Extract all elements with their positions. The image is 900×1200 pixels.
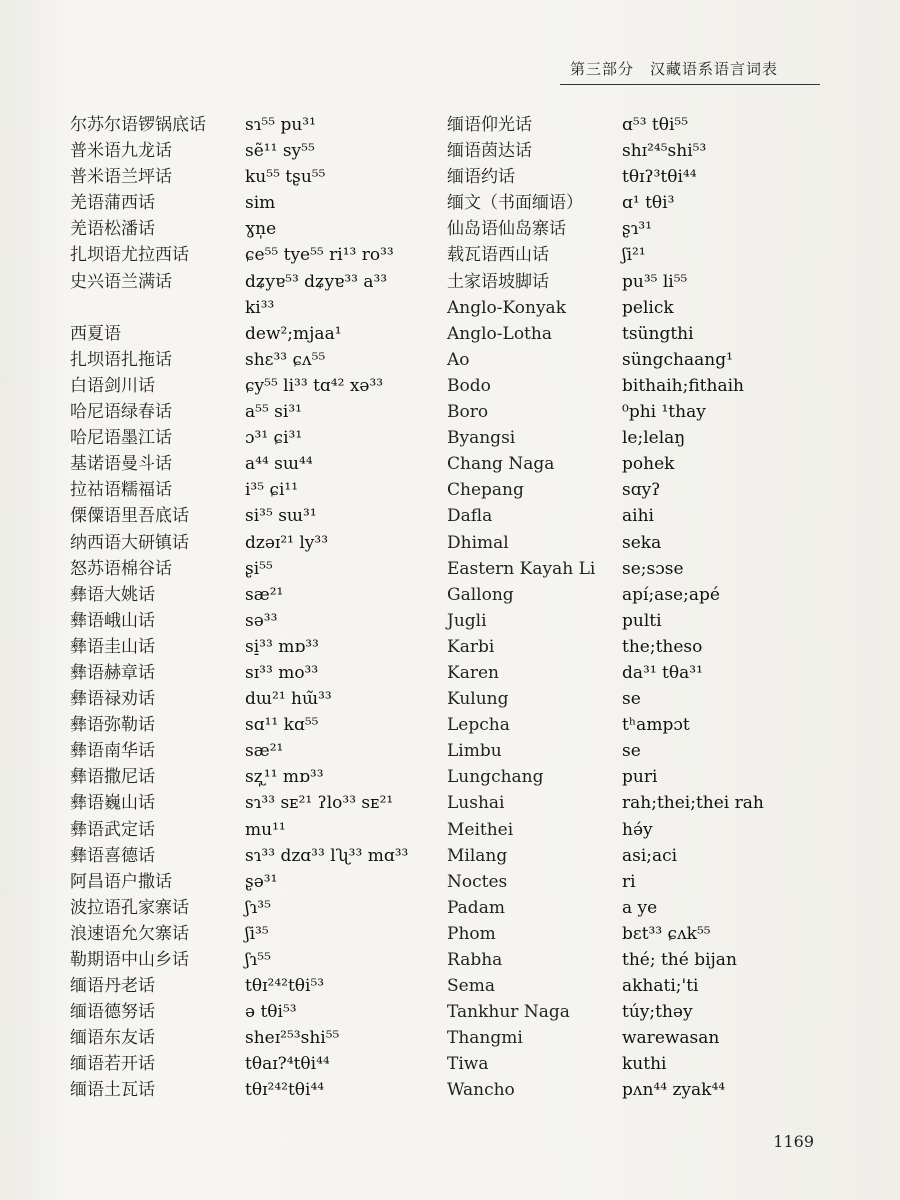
word-form: ɑ¹ tθi³	[622, 193, 675, 214]
language-name: Milang	[447, 845, 508, 866]
language-name: Chang Naga	[447, 454, 555, 475]
word-form: ri	[622, 871, 636, 892]
language-name: Padam	[447, 897, 505, 918]
word-form: se	[622, 689, 641, 710]
language-name: Tankhur Naga	[447, 1002, 570, 1023]
word-form: ɑ⁵³ tθi⁵⁵	[622, 115, 689, 135]
language-name: 土家语坡脚话	[447, 271, 549, 292]
word-form: sɿ³³ sᴇ²¹ ʔlo³³ sᴇ²¹	[245, 793, 394, 814]
language-name: 羌语蒲西话	[70, 193, 155, 214]
word-forms-right-column	[622, 112, 764, 1104]
word-form: ɣn̩e	[245, 219, 277, 240]
language-name: 彝语赫章话	[70, 662, 155, 683]
language-name: Noctes	[447, 871, 508, 892]
word-form: ə tθi⁵³	[245, 1002, 297, 1023]
word-form: ki³³	[245, 297, 275, 318]
word-form: akhati;'ti	[622, 976, 699, 997]
word-form: seka	[622, 532, 662, 553]
language-name: Chepang	[447, 480, 524, 501]
page-number: 1169	[773, 1132, 814, 1151]
language-name: Tiwa	[447, 1054, 489, 1075]
language-name: 彝语弥勒话	[70, 715, 155, 736]
language-name: 缅语德努话	[70, 1002, 155, 1023]
language-name: 傈僳语里吾底话	[70, 506, 189, 527]
word-form: mu¹¹	[245, 819, 286, 840]
word-form: si̠³³ mɒ³³	[245, 636, 319, 657]
word-form: pu³⁵ li⁵⁵	[622, 271, 688, 292]
language-name: 浪速语允欠寨话	[70, 923, 189, 944]
language-name: 彝语南华话	[70, 741, 155, 762]
language-name: 怒苏语棉谷话	[70, 558, 172, 579]
language-name: 彝语撒尼话	[70, 767, 155, 788]
word-form: apí;ase;apé	[622, 584, 720, 605]
word-form: sheɪ²⁵³shi⁵⁵	[245, 1028, 340, 1049]
word-form: ku⁵⁵ tʂu⁵⁵	[245, 167, 326, 188]
word-form: ʃi²¹	[622, 245, 646, 266]
language-name: 史兴语兰满话	[70, 271, 172, 292]
word-form: da³¹ tθa³¹	[622, 662, 703, 683]
word-form: ʂi⁵⁵	[245, 558, 273, 579]
language-name: 缅语东友话	[70, 1028, 155, 1049]
word-form: kuthi	[622, 1054, 667, 1075]
word-form: ɕe⁵⁵ tye⁵⁵ ri¹³ ro³³	[245, 245, 394, 266]
word-form: si³⁵ sɯ³¹	[245, 506, 317, 527]
language-names-left-column	[70, 112, 206, 1104]
language-name: Thangmi	[447, 1028, 523, 1049]
language-name: 基诺语曼斗话	[70, 454, 172, 475]
word-form: shɪ²⁴⁵shi⁵³	[622, 141, 707, 162]
language-name: 彝语喜德话	[70, 845, 155, 866]
language-name: 白语剑川话	[70, 375, 155, 396]
language-name: Anglo-Lotha	[447, 323, 552, 344]
word-form: ʃɿ³⁵	[245, 897, 271, 918]
language-name: Limbu	[447, 741, 502, 762]
language-name: 纳西语大研镇话	[70, 532, 189, 553]
language-names-right-column	[447, 112, 595, 1104]
word-form: asi;aci	[622, 845, 678, 866]
word-form: warewasan	[622, 1028, 720, 1049]
language-name: 仙岛语仙岛寨话	[447, 219, 566, 240]
word-form: sɿ⁵⁵ pu³¹	[245, 115, 316, 135]
language-name: Sema	[447, 976, 495, 997]
word-form: sɿ³³ dzɑ³³ lʯ³³ mɑ³³	[245, 845, 409, 866]
header-rule	[560, 84, 820, 85]
word-form: tsüngthi	[622, 323, 694, 344]
language-name: Anglo-Konyak	[447, 297, 566, 318]
word-forms-left-column	[245, 112, 408, 1104]
word-form: bithaih;fithaih	[622, 375, 744, 396]
word-form: se;sɔse	[622, 558, 684, 579]
word-form: a ye	[622, 897, 658, 918]
language-name: 缅语仰光话	[447, 115, 532, 135]
word-form: i³⁵ ɕi¹¹	[245, 480, 299, 501]
language-name: Meithei	[447, 819, 514, 840]
word-form: tʰampɔt	[622, 715, 690, 736]
language-name: 彝语峨山话	[70, 610, 155, 631]
word-form: the;theso	[622, 636, 703, 657]
language-name: Karen	[447, 662, 499, 683]
word-form: pʌn⁴⁴ zyak⁴⁴	[622, 1080, 726, 1101]
language-name: 波拉语孔家寨话	[70, 897, 189, 918]
language-name: 彝语大姚话	[70, 584, 155, 605]
word-form: dɯ²¹ hɯ̃³³	[245, 689, 332, 710]
language-name: 缅语土瓦话	[70, 1080, 155, 1101]
language-name: 普米语九龙话	[70, 141, 172, 162]
word-form: bɛt³³ ɕʌk⁵⁵	[622, 923, 711, 944]
language-name: Lungchang	[447, 767, 544, 788]
word-form: pelick	[622, 297, 674, 318]
word-form: ɔ³¹ ɕi³¹	[245, 428, 303, 449]
language-name: Gallong	[447, 584, 514, 605]
language-name: Kulung	[447, 689, 509, 710]
word-form: sə³³	[245, 610, 278, 631]
language-name: 彝语巍山话	[70, 793, 155, 814]
language-name: 西夏语	[70, 323, 121, 344]
word-form: sɑyʔ	[622, 480, 661, 501]
word-form: puri	[622, 767, 658, 788]
language-name: Eastern Kayah Li	[447, 558, 596, 579]
language-name: Bodo	[447, 375, 491, 396]
word-form: hə́y	[622, 819, 653, 840]
word-form: sʐ̩¹¹ mɒ³³	[245, 767, 324, 788]
word-form: sæ²¹	[245, 584, 284, 605]
language-name	[70, 295, 206, 321]
word-form: dew²;mjaa¹	[245, 323, 342, 344]
word-form: sim	[245, 193, 276, 214]
word-form: rah;thei;thei rah	[622, 793, 764, 814]
word-form: ʂə³¹	[245, 871, 278, 892]
language-name: 阿昌语户撒话	[70, 871, 172, 892]
language-name: 扎坝语扎拖话	[70, 349, 172, 370]
word-form: se	[622, 741, 641, 762]
word-form: dzəɪ²¹ ly³³	[245, 532, 329, 553]
word-form: ⁰phi ¹thay	[622, 402, 706, 423]
word-form: le;lelaŋ	[622, 428, 686, 449]
language-name: 羌语松潘话	[70, 219, 155, 240]
language-name: 缅语茵达话	[447, 141, 532, 162]
language-name: Byangsi	[447, 428, 516, 449]
word-form: ɕy⁵⁵ li³³ tɑ⁴² xə³³	[245, 375, 384, 396]
word-form: dʑyɐ⁵³ dʑyɐ³³ a³³	[245, 271, 388, 292]
language-name: 哈尼语绿春话	[70, 402, 172, 423]
language-name: 扎坝语尤拉西话	[70, 245, 189, 266]
word-form: a⁵⁵ si³¹	[245, 402, 302, 423]
language-name: 彝语禄劝话	[70, 689, 155, 710]
language-name: Boro	[447, 402, 489, 423]
language-name: Wancho	[447, 1080, 515, 1101]
language-name: Phom	[447, 923, 496, 944]
word-form: tθɪ²⁴²tθi⁵³	[245, 976, 325, 997]
language-name: 缅文（书面缅语）	[447, 193, 583, 214]
word-form: sɑ¹¹ kɑ⁵⁵	[245, 715, 319, 736]
word-form: ʃɿ⁵⁵	[245, 950, 271, 970]
running-header: 第三部分 汉藏语系语言词表	[569, 60, 778, 78]
language-name: Jugli	[447, 610, 487, 631]
word-form: pulti	[622, 610, 662, 631]
language-name: 普米语兰坪话	[70, 167, 172, 188]
language-name: 缅语若开话	[70, 1054, 155, 1075]
language-name: Ao	[447, 349, 470, 370]
language-name: 哈尼语墨江话	[70, 428, 172, 449]
language-name: 彝语武定话	[70, 819, 155, 840]
language-name: Karbi	[447, 636, 495, 657]
language-name: 载瓦语西山话	[447, 245, 549, 266]
word-form: tθɪ²⁴²tθi⁴⁴	[245, 1080, 325, 1101]
language-name: Lepcha	[447, 715, 510, 736]
word-form: ʃi³⁵	[245, 923, 269, 944]
word-form: aihi	[622, 506, 654, 527]
language-name: 尔苏尔语锣锅底话	[70, 115, 206, 135]
language-name: Dhimal	[447, 532, 509, 553]
word-form: sɪ³³ mo³³	[245, 662, 319, 683]
word-form: sæ²¹	[245, 741, 284, 762]
word-form: a⁴⁴ sɯ⁴⁴	[245, 454, 313, 475]
word-form: sẽ¹¹ sy⁵⁵	[245, 141, 315, 162]
word-form: túy;thəy	[622, 1002, 693, 1023]
word-form: thé; thé bijan	[622, 950, 737, 970]
language-name: 拉祜语糯福话	[70, 480, 172, 501]
word-form: ʂɿ³¹	[622, 219, 653, 240]
language-name: 彝语圭山话	[70, 636, 155, 657]
language-name: Dafla	[447, 506, 493, 527]
word-form: pohek	[622, 454, 675, 475]
language-name: 勒期语中山乡话	[70, 950, 189, 970]
language-name: Rabha	[447, 950, 503, 970]
word-form: süngchaang¹	[622, 349, 733, 370]
language-name: 缅语约话	[447, 167, 515, 188]
language-name: Lushai	[447, 793, 505, 814]
word-form: tθaɪ?⁴tθi⁴⁴	[245, 1054, 330, 1075]
language-name: 缅语丹老话	[70, 976, 155, 997]
word-form: shɛ³³ ɕʌ⁵⁵	[245, 349, 326, 370]
word-form: tθɪʔ³tθi⁴⁴	[622, 167, 697, 188]
